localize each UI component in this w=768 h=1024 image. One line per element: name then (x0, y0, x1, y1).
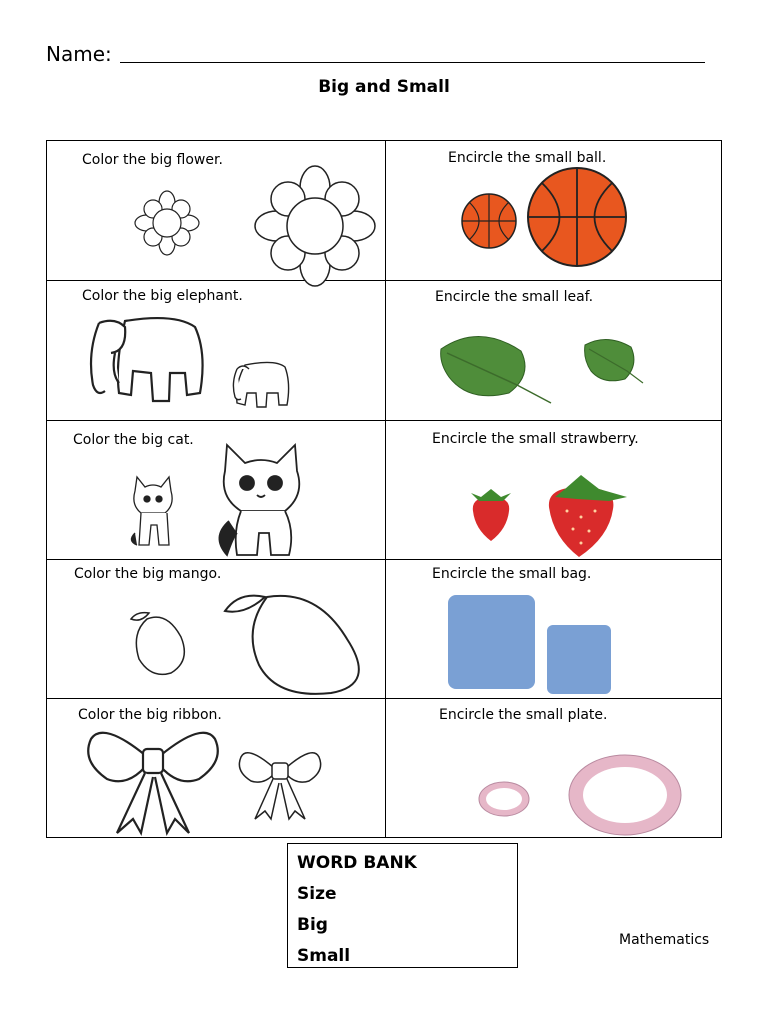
big-leaf (441, 336, 551, 403)
big-ribbon (88, 733, 218, 833)
big-flower (255, 166, 375, 286)
small-ball (462, 194, 516, 248)
big-bag (448, 595, 535, 689)
word-bank-word: Small (297, 946, 351, 966)
instruction-leaf: Encircle the small leaf. (435, 289, 594, 305)
big-plate (569, 755, 681, 835)
small-plate (479, 782, 529, 816)
word-bank (287, 843, 518, 968)
word-bank-word: Big (297, 915, 328, 935)
worksheet-table (46, 140, 722, 838)
big-mango (225, 596, 359, 694)
small-elephant (233, 362, 288, 407)
instruction-ball: Encircle the small ball. (448, 150, 607, 166)
small-leaf (585, 339, 643, 383)
word-bank-heading: WORD BANK (297, 853, 417, 873)
page-title: Big and Small (318, 77, 450, 97)
small-cat (131, 477, 172, 545)
cat-pictures[interactable] (123, 441, 323, 561)
small-flower (135, 191, 199, 255)
instruction-flower: Color the big flower. (82, 152, 223, 168)
column-divider (385, 141, 386, 837)
bag-pictures[interactable] (447, 593, 617, 697)
elephant-pictures[interactable] (85, 313, 315, 413)
strawberry-pictures[interactable] (467, 471, 647, 561)
name-input-line[interactable] (120, 62, 705, 63)
leaf-pictures[interactable] (439, 331, 659, 411)
instruction-strawberry: Encircle the small strawberry. (432, 431, 639, 447)
small-ribbon (239, 753, 320, 819)
small-mango (131, 613, 184, 675)
instruction-plate: Encircle the small plate. (439, 707, 608, 723)
name-label: Name: (46, 42, 112, 66)
instruction-ribbon: Color the big ribbon. (78, 707, 222, 723)
big-ball (528, 168, 626, 266)
ball-pictures[interactable] (455, 169, 635, 269)
instruction-mango: Color the big mango. (74, 566, 222, 582)
subject-label: Mathematics (619, 932, 710, 948)
plate-pictures[interactable] (477, 753, 687, 837)
instruction-elephant: Color the big elephant. (82, 288, 243, 304)
word-bank-word: Size (297, 884, 337, 904)
instruction-cat: Color the big cat. (73, 432, 194, 448)
ribbon-pictures[interactable] (83, 727, 343, 839)
big-elephant (91, 318, 203, 401)
flower-pictures[interactable] (125, 171, 385, 281)
big-cat (219, 445, 299, 555)
instruction-bag: Encircle the small bag. (432, 566, 592, 582)
small-bag (547, 625, 611, 694)
row-divider (47, 420, 721, 421)
small-strawberry (471, 489, 511, 541)
big-strawberry (549, 475, 627, 557)
mango-pictures[interactable] (107, 589, 377, 699)
